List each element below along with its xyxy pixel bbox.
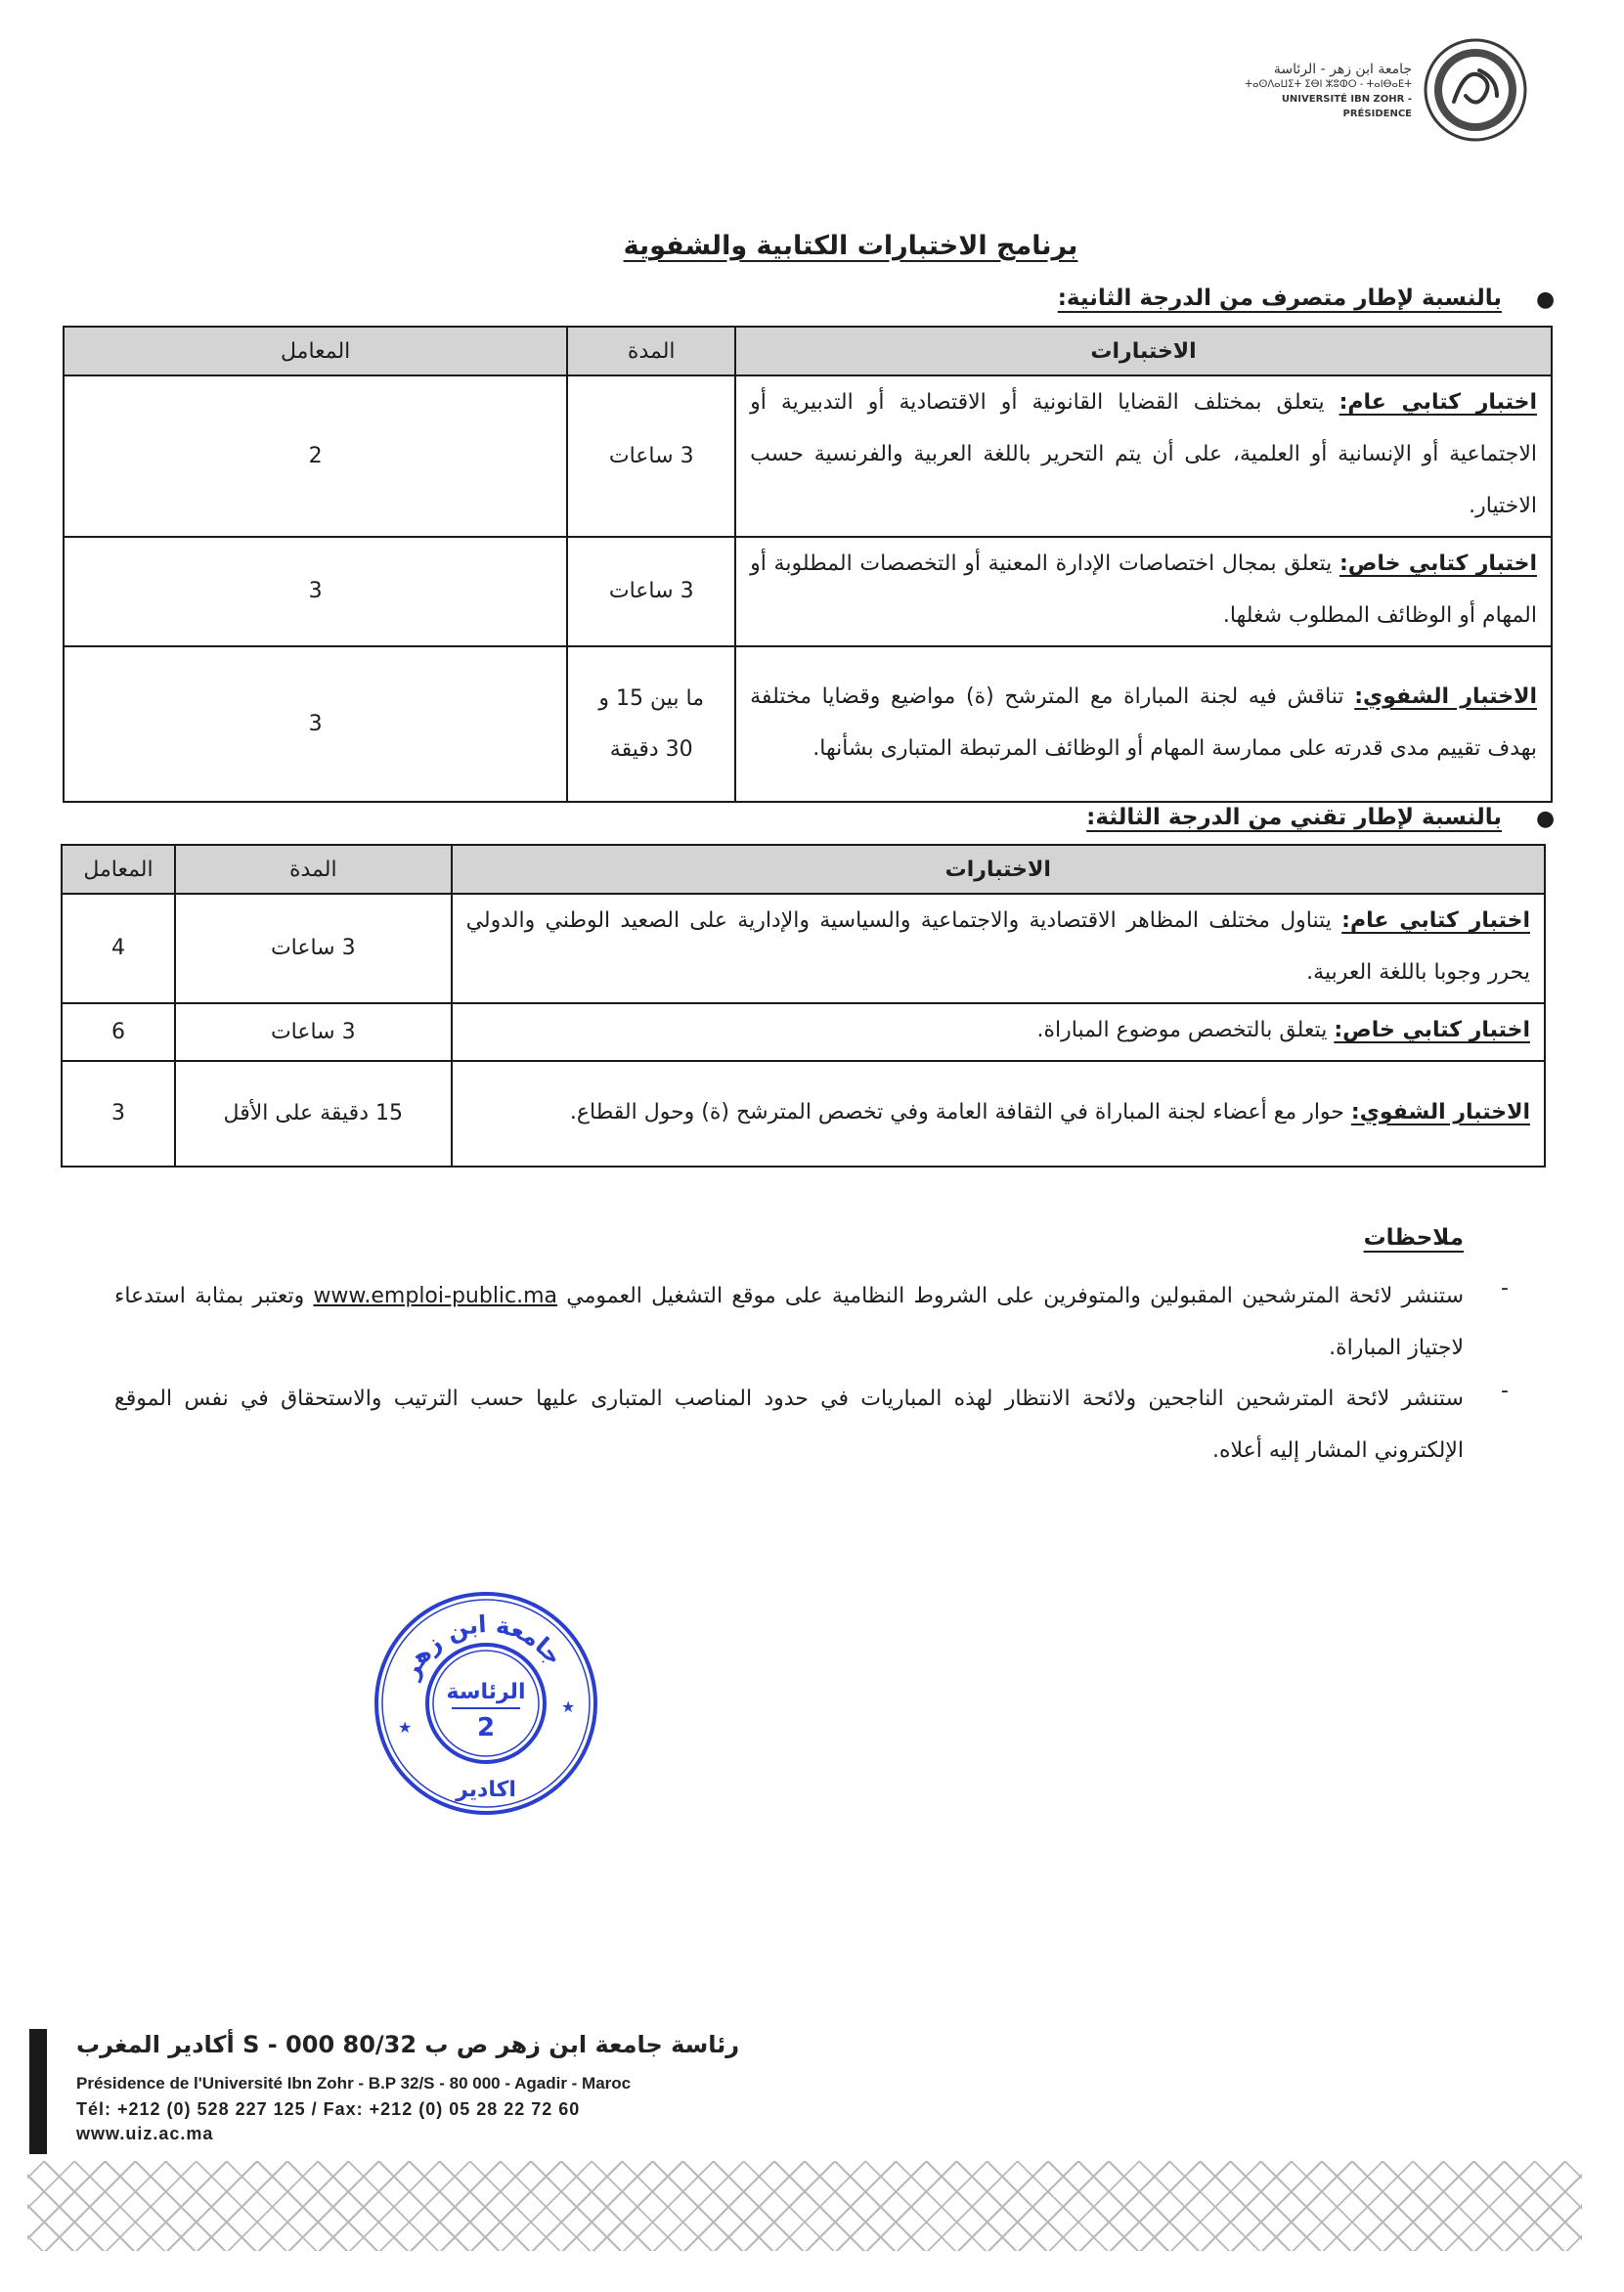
test-coef: 6 <box>62 1003 175 1061</box>
duration-line-1: ما بين 15 و <box>598 685 705 711</box>
note-1-text: ستنشر لائحة المترشحين المقبولين والمتوفرين على الشروط النظامية على موقع التشغيل العمومي <box>557 1284 1464 1308</box>
test-description <box>452 1003 1545 1061</box>
test-text: يتعلق بمجال اختصاصات الإدارة المعنية أو التخصصات المطلوبة أو المهام أو الوظائف المطلوب شغلها. <box>750 551 1537 628</box>
col-tests: الاختبارات <box>452 845 1545 894</box>
test-description <box>452 1061 1545 1167</box>
col-duration: المدة <box>175 845 452 894</box>
bullet-icon: ● <box>1536 807 1556 831</box>
test-label: اختبار كتابي عام: <box>1339 390 1537 415</box>
table-row <box>64 537 1552 646</box>
test-description <box>452 894 1545 1003</box>
stamp-number: 2 <box>476 1713 496 1742</box>
test-coef: 3 <box>62 1061 175 1167</box>
section1-heading: بالنسبة لإطار متصرف من الدرجة الثانية: <box>1057 286 1502 311</box>
test-text: يتعلق بالتخصص موضوع المباراة. <box>1036 1018 1335 1042</box>
header-text <box>1232 63 1412 121</box>
note-1 <box>114 1270 1464 1374</box>
test-description <box>735 375 1552 537</box>
note-1-text-end: وتعتبر بمثابة استدعاء لاجتياز المباراة. <box>114 1284 1464 1360</box>
stamp-center-text: الرئاسة <box>446 1680 526 1704</box>
test-text: يتناول مختلف المظاهر الاقتصادية والاجتماعية والسياسية والإدارية على الصعيد الوطني والدولي يحرر وجوبا باللغة العربية. <box>465 908 1530 985</box>
section2-heading: بالنسبة لإطار تقني من الدرجة الثالثة: <box>1086 805 1502 830</box>
duration-line-2: 30 دقيقة <box>609 736 693 762</box>
test-label: اختبار كتابي خاص: <box>1334 1018 1530 1042</box>
test-label: اختبار كتابي خاص: <box>1339 551 1537 576</box>
official-stamp <box>372 1589 601 1819</box>
note-2: ستنشر لائحة المترشحين الناجحين ولائحة الانتظار لهذه المباريات في حدود المناصب المتبارى عليها حسب الترتيب والاستحقاق في نفس الموقع الإلكتروني المشار إليه أعلاه. <box>114 1387 1464 1463</box>
notes-heading: ملاحظات <box>1363 1225 1464 1251</box>
test-text: يتعلق بمختلف القضايا القانونية أو الاقتصادية أو التدبيرية أو الاجتماعية أو الإنسانية أو العلمية، على أن يتم التحرير باللغة العربية والفرنسية حسب الاختيار. <box>750 390 1537 518</box>
test-label: الاختبار الشفوي: <box>1350 1099 1530 1124</box>
header-university-tifinagh: ⵜⴰⵙⴷⴰⵡⵉⵜ ⵉⴱⵏ ⵣⵓⵀⵔ - ⵜⴰⵏⴱⴰⴹⵜ <box>1245 79 1412 90</box>
stamp-bottom-text: اكادير <box>456 1778 516 1802</box>
footer-website[interactable]: www.uiz.ac.ma <box>76 2124 214 2143</box>
stamp-top-text: جامعة ابن زهر <box>396 1610 568 1683</box>
footer-address-ar: رئاسة جامعة ابن زهر ص ب 32/S - 000 80 أكادير المغرب <box>76 2031 740 2058</box>
test-description <box>735 537 1552 646</box>
table-header-row <box>62 845 1545 894</box>
test-coef: 3 <box>64 537 567 646</box>
col-tests: الاختبارات <box>735 327 1552 375</box>
test-duration: 15 دقيقة على الأقل <box>175 1061 452 1167</box>
test-coef: 2 <box>64 375 567 537</box>
emploi-public-link[interactable]: www.emploi-public.ma <box>313 1284 558 1308</box>
svg-text:★: ★ <box>398 1718 413 1737</box>
svg-text:★: ★ <box>561 1697 576 1716</box>
university-logo <box>1423 37 1528 143</box>
note-dash: - <box>1501 1276 1509 1300</box>
test-description <box>735 646 1552 802</box>
test-text: تناقش فيه لجنة المباراة مع المترشح (ة) مواضيع وقضايا مختلفة بهدف تقييم مدى قدرته على ممارسة المهام أو الوظائف المرتبطة المتبارى بشأنها. <box>750 683 1537 761</box>
footer-address-fr: Présidence de l'Université Ibn Zohr - B.P 32/S - 80 000 - Agadir - Maroc <box>76 2074 632 2093</box>
table-row <box>64 646 1552 802</box>
test-label: الاختبار الشفوي: <box>1354 683 1538 709</box>
test-coef: 4 <box>62 894 175 1003</box>
test-text: حوار مع أعضاء لجنة المباراة في الثقافة العامة وفي تخصص المترشح (ة) وحول القطاع. <box>569 1099 1351 1124</box>
test-duration: 3 ساعات <box>567 537 735 646</box>
header-university-ar: جامعة ابن زهر - الرئاسة <box>1273 62 1412 77</box>
test-duration: 3 ساعات <box>175 894 452 1003</box>
test-label: اختبار كتابي عام: <box>1341 908 1530 933</box>
footer-pattern <box>27 2161 1582 2251</box>
note-dash: - <box>1501 1379 1509 1403</box>
test-coef: 3 <box>64 646 567 802</box>
table-row <box>64 375 1552 537</box>
bullet-icon: ● <box>1536 287 1556 312</box>
table-row <box>62 894 1545 1003</box>
section2-table <box>61 844 1546 1168</box>
test-duration: 3 ساعات <box>567 375 735 537</box>
col-duration: المدة <box>567 327 735 375</box>
table-row <box>62 1061 1545 1167</box>
col-coef: المعامل <box>64 327 567 375</box>
footer-phone: Tél: +212 (0) 528 227 125 / Fax: +212 (0) 05 28 22 72 60 <box>76 2099 581 2119</box>
test-duration: 3 ساعات <box>175 1003 452 1061</box>
header-university-fr: UNIVERSITÉ IBN ZOHR - PRÉSIDENCE <box>1281 94 1412 119</box>
col-coef: المعامل <box>62 845 175 894</box>
table-row <box>62 1003 1545 1061</box>
footer-bar <box>29 2029 47 2154</box>
table-header-row <box>64 327 1552 375</box>
section1-table <box>63 326 1553 803</box>
page-title: برنامج الاختبارات الكتابية والشفوية <box>623 231 1078 261</box>
test-duration <box>567 646 735 802</box>
